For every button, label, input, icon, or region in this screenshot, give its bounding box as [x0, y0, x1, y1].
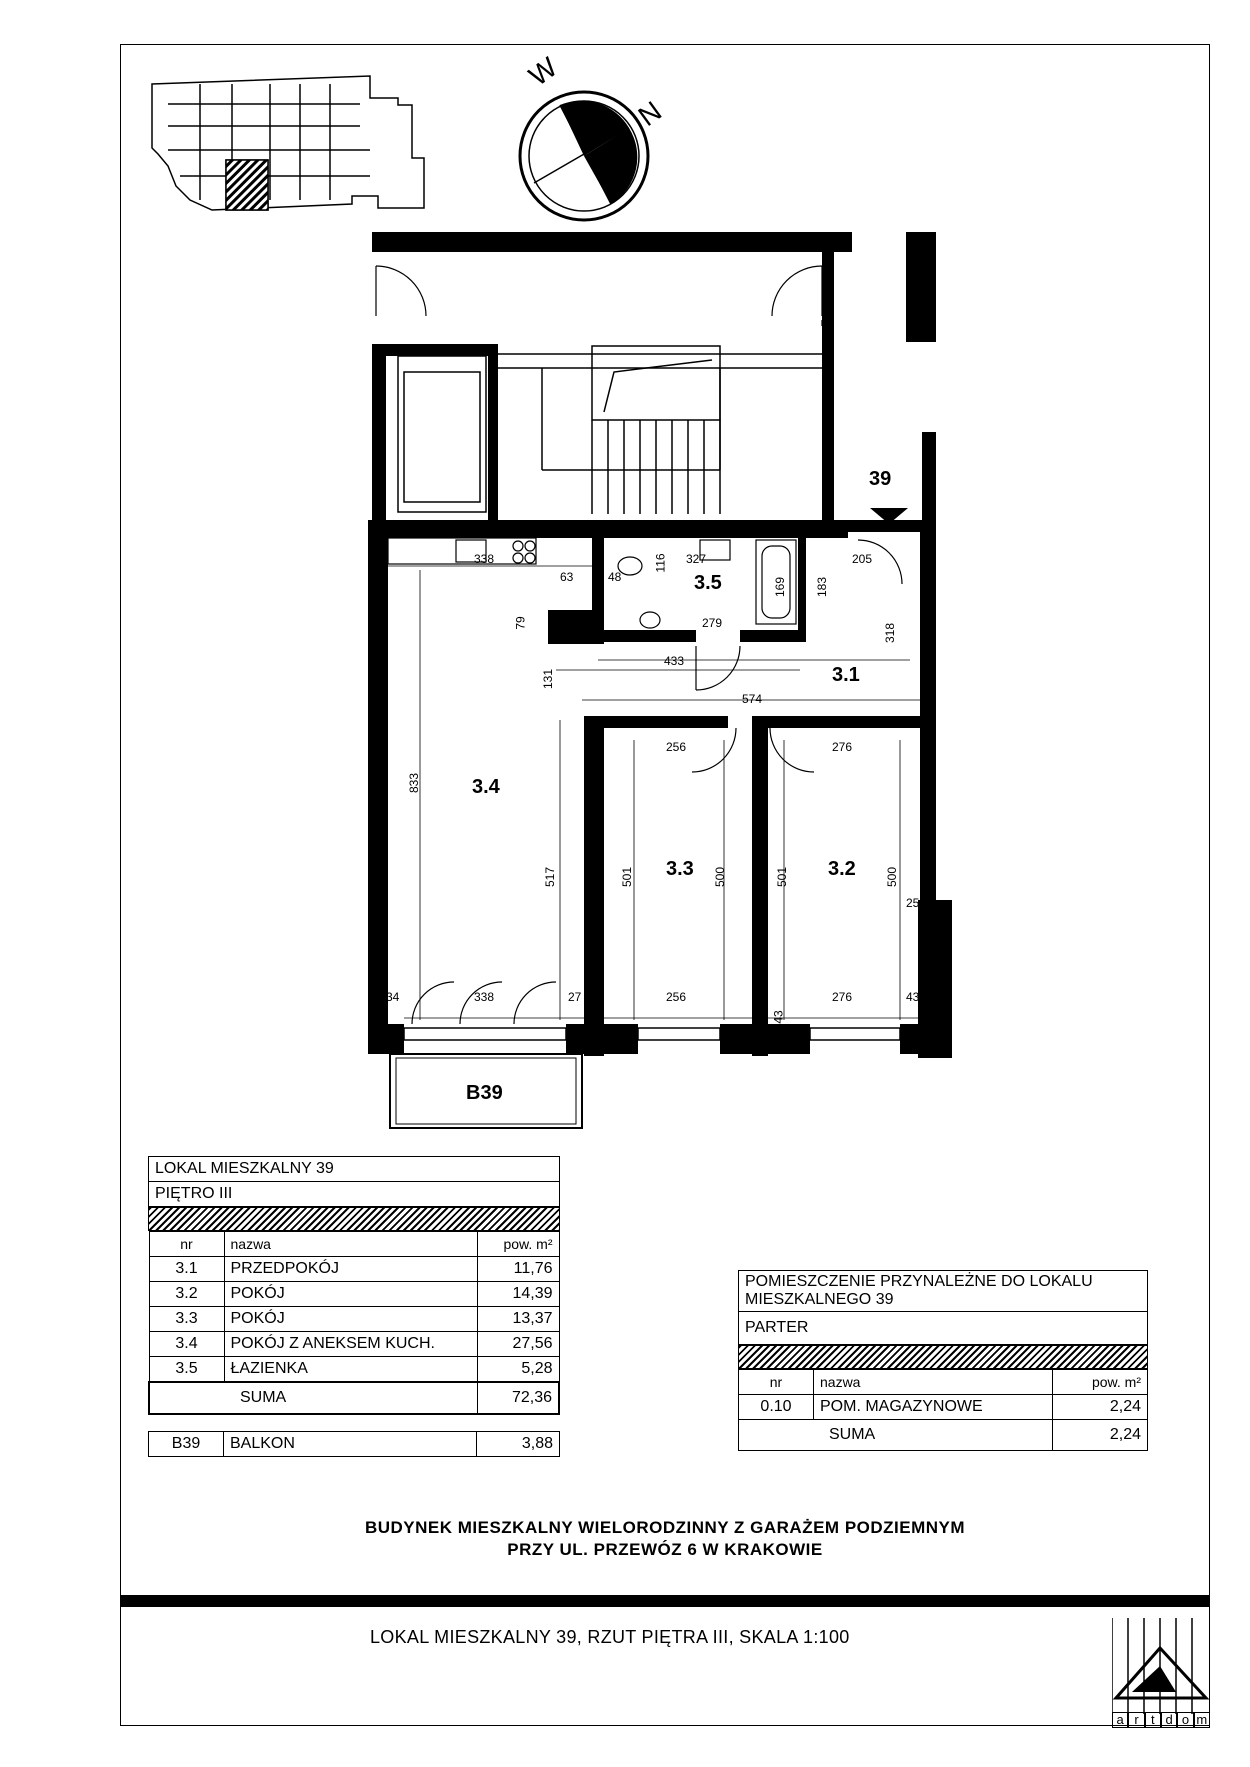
table-row — [149, 1307, 559, 1332]
row-name: POKÓJ — [224, 1282, 477, 1307]
dim-label: 318 — [883, 622, 898, 644]
col-header-nr: nr — [739, 1370, 814, 1395]
room-label-3-3: 3.3 — [666, 858, 694, 880]
hatch-band — [148, 1207, 560, 1231]
dim-label: 25 — [906, 896, 920, 910]
storage-title-line2: MIESZKALNEGO 39 — [745, 1291, 894, 1308]
balcony-area: 3,88 — [477, 1432, 560, 1457]
sum-area: 72,36 — [477, 1382, 559, 1414]
drawing-caption: LOKAL MIESZKALNY 39, RZUT PIĘTRA III, SKALA 1:100 — [370, 1627, 850, 1647]
dim-label: 517 — [543, 866, 558, 888]
unit-title: LOKAL MIESZKALNY 39 — [149, 1157, 560, 1182]
dim-label: 116 — [653, 553, 668, 573]
key-plan-thumbnail — [152, 76, 424, 210]
storage-title — [739, 1271, 1148, 1312]
north-arrow-compass — [520, 92, 648, 220]
sum-row — [149, 1382, 559, 1414]
compass-west-label: W — [523, 51, 563, 92]
room-label-3-5: 3.5 — [694, 572, 722, 594]
logo-letter: m — [1194, 1712, 1210, 1728]
col-header-name: nazwa — [224, 1232, 477, 1257]
table-row — [149, 1357, 559, 1383]
dim-label: 276 — [832, 990, 853, 1004]
compass-north-label: N — [632, 95, 668, 133]
logo-letter: o — [1177, 1712, 1193, 1728]
sum-label: SUMA — [149, 1382, 477, 1414]
table-row — [149, 1332, 559, 1357]
row-area: 13,37 — [477, 1307, 559, 1332]
dim-label: 279 — [702, 616, 723, 630]
artdom-logo-letters — [1112, 1712, 1210, 1728]
col-header-area: pow. m² — [477, 1232, 559, 1257]
dim-label: 48 — [608, 570, 622, 584]
sum-area: 2,24 — [1053, 1420, 1148, 1451]
dim-label: 205 — [852, 552, 873, 566]
room-label-3-1: 3.1 — [832, 664, 860, 686]
unit-floor: PIĘTRO III — [149, 1182, 560, 1207]
sum-label: SUMA — [739, 1420, 1053, 1451]
logo-letter: t — [1145, 1712, 1161, 1728]
table-row — [149, 1282, 559, 1307]
row-name: PRZEDPOKÓJ — [224, 1257, 477, 1282]
footer-rule — [120, 1595, 1210, 1607]
dim-label: 34 — [386, 990, 400, 1004]
dim-label: 27 — [568, 990, 582, 1004]
dim-label: 256 — [666, 740, 687, 754]
building-title-line2: PRZY UL. PRZEWÓZ 6 W KRAKOWIE — [507, 1540, 823, 1559]
row-name: ŁAZIENKA — [224, 1357, 477, 1383]
dim-label: 338 — [474, 552, 495, 566]
staircase — [398, 346, 822, 514]
dim-label: 501 — [620, 866, 635, 888]
row-area: 14,39 — [477, 1282, 559, 1307]
storage-title-line1: POMIESZCZENIE PRZYNALEŻNE DO LOKALU — [745, 1273, 1093, 1290]
dim-label: 34 — [883, 516, 898, 530]
dim-label: 433 — [664, 654, 685, 668]
dim-label: 574 — [742, 692, 763, 706]
balcony-label: B39 — [466, 1082, 503, 1104]
artdom-logo — [1112, 1618, 1210, 1726]
balcony-nr: B39 — [149, 1432, 224, 1457]
col-header-nr: nr — [149, 1232, 224, 1257]
logo-letter: d — [1161, 1712, 1177, 1728]
dim-label: 500 — [885, 866, 900, 888]
logo-letter: r — [1128, 1712, 1144, 1728]
hatch-band — [738, 1345, 1148, 1369]
dim-label: 501 — [775, 866, 790, 888]
dim-label: 131 — [541, 668, 556, 690]
row-area: 11,76 — [477, 1257, 559, 1282]
row-area: 5,28 — [477, 1357, 559, 1383]
windows — [404, 1028, 900, 1040]
row-nr: 0.10 — [739, 1395, 814, 1420]
row-nr: 3.3 — [149, 1307, 224, 1332]
storage-floor: PARTER — [739, 1312, 1148, 1345]
dim-label: 79 — [513, 616, 528, 630]
balcony-row-table — [148, 1431, 560, 1457]
apartment-entrance-marker: 39 — [869, 468, 892, 490]
dim-label: 338 — [474, 990, 495, 1004]
row-nr: 3.1 — [149, 1257, 224, 1282]
building-title-line1: BUDYNEK MIESZKALNY WIELORODZINNY Z GARAŻEM PODZIEMNYM — [364, 1518, 966, 1537]
dim-label: 833 — [407, 772, 422, 794]
col-header-area: pow. m² — [1053, 1370, 1148, 1395]
table-row — [149, 1257, 559, 1282]
dim-label: 63 — [560, 570, 574, 584]
dim-label: 43 — [906, 990, 920, 1004]
dim-label: 183 — [815, 576, 830, 598]
table-row — [739, 1395, 1148, 1420]
room-label-3-2: 3.2 — [828, 858, 856, 880]
row-name: POKÓJ Z ANEKSEM KUCH. — [224, 1332, 477, 1357]
balcony-name: BALKON — [224, 1432, 477, 1457]
dim-label: 169 — [773, 576, 788, 598]
row-name: POKÓJ — [224, 1307, 477, 1332]
dim-label: 276 — [832, 740, 853, 754]
row-nr: 3.5 — [149, 1357, 224, 1383]
row-area: 27,56 — [477, 1332, 559, 1357]
room-label-3-4: 3.4 — [472, 776, 500, 798]
col-header-name: nazwa — [814, 1370, 1053, 1395]
storage-area-table — [738, 1270, 1148, 1451]
unit-area-table — [148, 1156, 560, 1457]
row-nr: 3.2 — [149, 1282, 224, 1307]
dim-label: 500 — [713, 866, 728, 888]
sum-row — [739, 1420, 1148, 1451]
dim-label: 256 — [666, 990, 687, 1004]
dim-label: 43 — [771, 1010, 786, 1024]
dim-label: 327 — [686, 552, 707, 566]
row-nr: 3.4 — [149, 1332, 224, 1357]
row-name: POM. MAGAZYNOWE — [814, 1395, 1053, 1420]
row-area: 2,24 — [1053, 1395, 1148, 1420]
logo-letter: a — [1112, 1712, 1128, 1728]
